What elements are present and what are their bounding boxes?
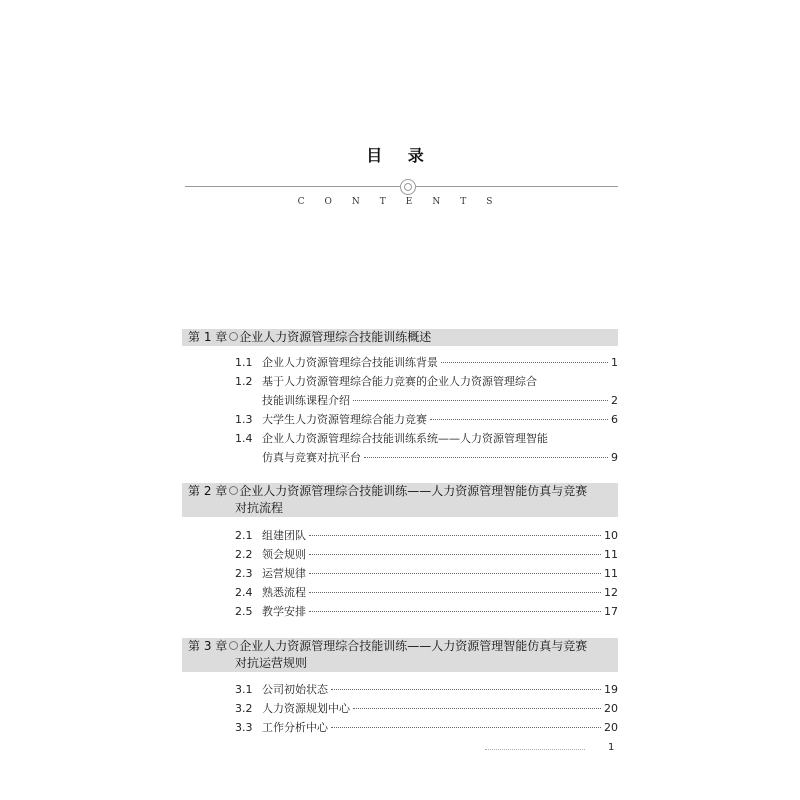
toc-entry[interactable] (235, 450, 618, 466)
bullet-circle-icon (229, 486, 238, 495)
entry-title: 基于人力资源管理综合能力竞赛的企业人力资源管理综合 (262, 375, 537, 388)
entry-number: 2.3 (235, 567, 253, 580)
entry-title: 公司初始状态 (262, 683, 328, 696)
dot-leader (309, 573, 601, 574)
chapter-title: 企业人力资源管理综合技能训练——人力资源管理智能仿真与竞赛 (239, 639, 588, 653)
chapter-3-heading[interactable] (182, 638, 618, 672)
dot-leader (309, 592, 601, 593)
entry-page: 20 (604, 721, 618, 734)
entry-title: 技能训练课程介绍 (262, 394, 350, 407)
entry-number: 1.3 (235, 413, 253, 426)
toc-entry[interactable] (235, 701, 618, 717)
entry-page: 17 (604, 605, 618, 618)
title-rule-right (416, 186, 618, 187)
entry-title: 工作分析中心 (262, 721, 328, 734)
entry-number: 1.1 (235, 356, 253, 369)
dot-leader (331, 689, 601, 690)
chapter-title: 企业人力资源管理综合技能训练概述 (239, 330, 432, 344)
toc-entry[interactable] (235, 431, 618, 447)
dot-leader (430, 419, 608, 420)
toc-entry[interactable] (235, 412, 618, 428)
dot-leader (364, 457, 608, 458)
toc-entry[interactable] (235, 566, 618, 582)
dot-leader (331, 727, 601, 728)
entry-page: 19 (604, 683, 618, 696)
entry-number: 3.2 (235, 702, 253, 715)
dot-leader (441, 362, 608, 363)
chapter-number: 第 3 章 (188, 639, 228, 653)
chapter-number: 第 1 章 (188, 330, 228, 344)
toc-entry[interactable] (235, 720, 618, 736)
entry-title: 领会规则 (262, 548, 306, 561)
entry-page: 6 (611, 413, 618, 426)
entry-number: 2.4 (235, 586, 253, 599)
chapter-2-heading[interactable] (182, 483, 618, 517)
bullet-circle-icon (229, 641, 238, 650)
footer-dot-rule (485, 749, 585, 750)
chapter-title: 企业人力资源管理综合技能训练——人力资源管理智能仿真与竞赛 (239, 484, 588, 498)
entry-title: 企业人力资源管理综合技能训练背景 (262, 356, 438, 369)
entry-number: 1.4 (235, 432, 253, 445)
entry-number: 2.5 (235, 605, 253, 618)
dot-leader (309, 535, 601, 536)
page-title: 目 录 (366, 146, 434, 165)
title-rule-left (185, 186, 400, 187)
entry-number: 1.2 (235, 375, 253, 388)
page-number: 1 (608, 742, 615, 753)
chapter-title-continued: 对抗运营规则 (235, 656, 308, 670)
contents-subtitle: CONTENTS (297, 197, 513, 207)
toc-entry[interactable] (235, 604, 618, 620)
toc-entry[interactable] (235, 528, 618, 544)
toc-entry[interactable] (235, 355, 618, 371)
toc-entry[interactable] (235, 374, 618, 390)
ornament-circle-icon (400, 179, 416, 195)
chapter-number: 第 2 章 (188, 484, 228, 498)
entry-title: 大学生人力资源管理综合能力竞赛 (262, 413, 427, 426)
entry-page: 10 (604, 529, 618, 542)
toc-entry[interactable] (235, 682, 618, 698)
entry-page: 12 (604, 586, 618, 599)
dot-leader (309, 611, 601, 612)
entry-number: 3.3 (235, 721, 253, 734)
bullet-circle-icon (229, 332, 238, 341)
entry-page: 20 (604, 702, 618, 715)
dot-leader (353, 400, 608, 401)
entry-number: 2.2 (235, 548, 253, 561)
chapter-1-heading[interactable] (182, 329, 618, 346)
dot-leader (309, 554, 601, 555)
entry-title: 仿真与竞赛对抗平台 (262, 451, 361, 464)
entry-page: 9 (611, 451, 618, 464)
entry-number: 2.1 (235, 529, 253, 542)
entry-page: 11 (604, 548, 618, 561)
entry-title: 人力资源规划中心 (262, 702, 350, 715)
toc-entry[interactable] (235, 547, 618, 563)
entry-title: 熟悉流程 (262, 586, 306, 599)
entry-number: 3.1 (235, 683, 253, 696)
entry-page: 1 (611, 356, 618, 369)
entry-title: 运营规律 (262, 567, 306, 580)
entry-title: 企业人力资源管理综合技能训练系统——人力资源管理智能 (262, 432, 548, 445)
entry-page: 2 (611, 394, 618, 407)
entry-title: 组建团队 (262, 529, 306, 542)
dot-leader (353, 708, 601, 709)
toc-entry[interactable] (235, 393, 618, 409)
toc-entry[interactable] (235, 585, 618, 601)
entry-page: 11 (604, 567, 618, 580)
entry-title: 教学安排 (262, 605, 306, 618)
chapter-title-continued: 对抗流程 (235, 501, 284, 515)
